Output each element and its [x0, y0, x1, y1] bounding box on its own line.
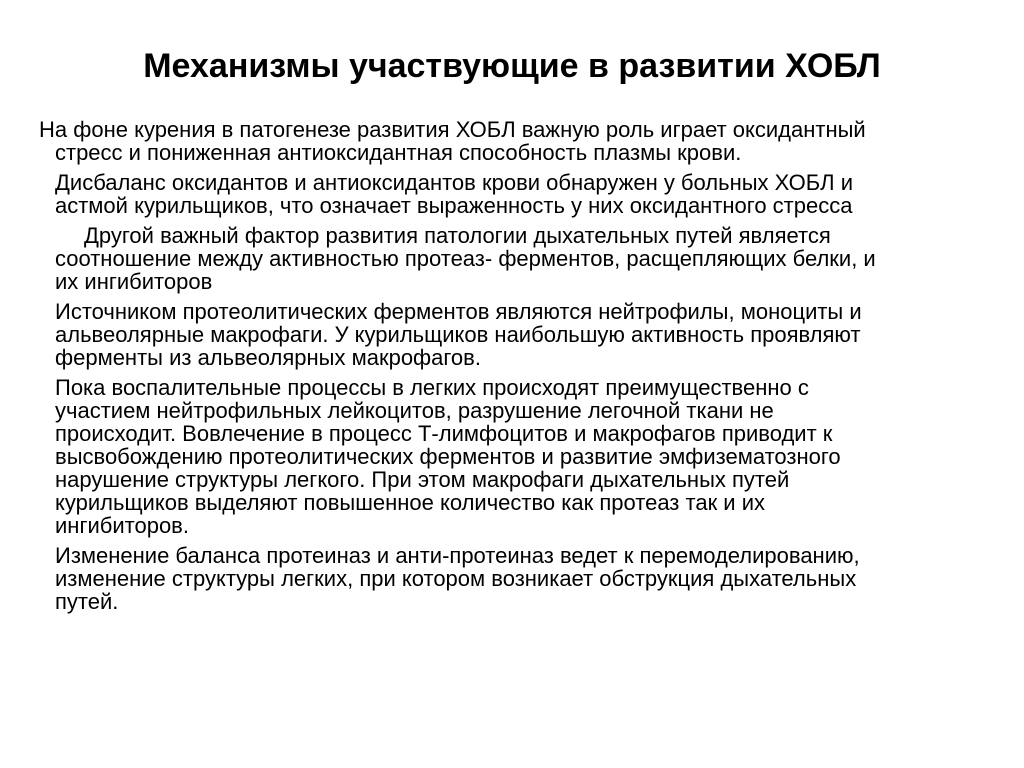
text-line: нарушение структуры легкого. При этом макрофаги дыхательных путей — [55, 467, 790, 492]
text-line: высвобождению протеолитических ферментов и развитие эмфизематозного — [55, 444, 841, 469]
text-line: На фоне курения в патогенезе развития ХОБЛ важную роль играет оксидантный — [39, 117, 866, 142]
text-line: курильщиков выделяют повышенное количество как протеаз так и их — [55, 490, 765, 515]
paragraph-inflammation — [0, 376, 1024, 537]
paragraph-protease-ratio — [0, 224, 1024, 293]
text-line: происходит. Вовлечение в процесс Т-лимфоцитов и макрофагов приводит к — [55, 421, 833, 446]
slide-body — [0, 118, 1024, 620]
slide-title: Механизмы участвующие в развитии ХОБЛ — [143, 47, 881, 85]
text-line: Источником протеолитических ферментов являются нейтрофилы, моноциты и — [55, 299, 862, 324]
text-line: Другой важный фактор развития патологии дыхательных путей является — [84, 223, 831, 248]
paragraph-protease-source — [0, 300, 1024, 369]
text-line: путей. — [55, 589, 119, 614]
paragraph-balance-change — [0, 544, 1024, 613]
text-line: Изменение баланса протеиназ и анти-протеиназ ведет к перемоделированию, — [55, 543, 860, 568]
text-line: Дисбаланс оксидантов и антиоксидантов крови обнаружен у больных ХОБЛ и — [55, 170, 853, 195]
text-line: ингибиторов. — [55, 513, 189, 538]
text-line: Пока воспалительные процессы в легких происходят преимущественно с — [55, 375, 809, 400]
paragraph-oxidant-imbalance — [0, 171, 1024, 217]
text-line: соотношение между активностью протеаз- ферментов, расщепляющих белки, и — [55, 246, 876, 271]
text-line: альвеолярные макрофаги. У курильщиков наибольшую активность проявляют — [55, 322, 861, 347]
text-line: ферменты из альвеолярных макрофагов. — [55, 345, 481, 370]
text-line: астмой курильщиков, что означает выраженность у них оксидантного стресса — [55, 193, 853, 218]
text-line: их ингибиторов — [55, 269, 213, 294]
text-line: участием нейтрофильных лейкоцитов, разрушение легочной ткани не — [55, 398, 774, 423]
paragraph-oxidant-stress — [0, 118, 1024, 164]
text-line: изменение структуры легких, при котором возникает обструкция дыхательных — [55, 566, 857, 591]
text-line: стресс и пониженная антиоксидантная способность плазмы крови. — [55, 140, 742, 165]
